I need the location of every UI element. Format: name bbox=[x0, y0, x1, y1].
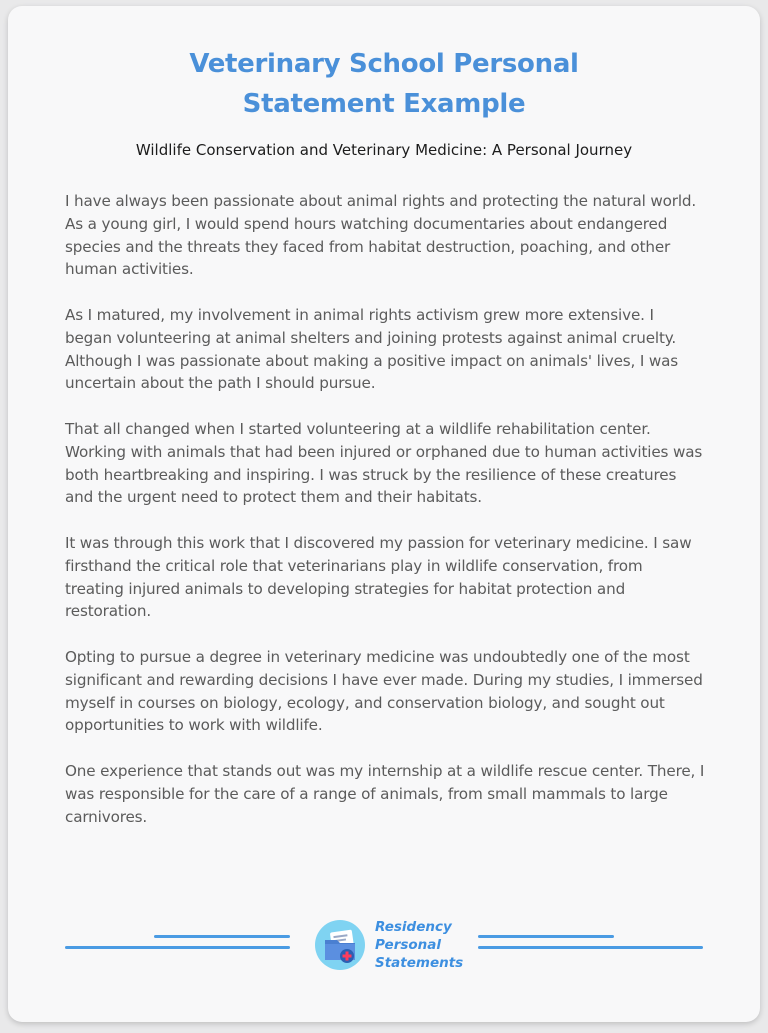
title-line-2: Statement Example bbox=[242, 89, 526, 119]
document-page bbox=[8, 6, 760, 1022]
footer-divider-right-long bbox=[478, 946, 703, 949]
footer-brand bbox=[8, 906, 760, 986]
paragraph-3: That all changed when I started volunteering at a wildlife rehabilitation center. Working with animals that had been injured or orphaned due to human activities was both heartbreaking and inspiring. I was struck by the resilience of these creatures and the urgent need to protect them and their habitats. bbox=[65, 419, 703, 507]
paragraph-4: It was through this work that I discovered my passion for veterinary medicine. I saw firsthand the critical role that veterinarians play in wildlife conservation, from treating injured animals to developing strategies for habitat protection and restoration. bbox=[65, 533, 692, 621]
paragraph-2: As I matured, my involvement in animal rights activism grew more extensive. I began volunteering at animal shelters and joining protests against animal cruelty. Although I was passionate about making a positive impact on animals' lives, I was uncertain about the path I should pursue. bbox=[65, 305, 679, 393]
paragraph-5: Opting to pursue a degree in veterinary medicine was undoubtedly one of the most significant and rewarding decisions I have ever made. During my studies, I immersed myself in courses on biology, ecology, and conservation biology, and sought out opportunities to work with wildlife. bbox=[65, 647, 703, 735]
brand-name bbox=[375, 918, 463, 972]
page-title bbox=[8, 44, 760, 124]
footer-divider-right-short bbox=[478, 935, 614, 938]
brand-line-1: Residency bbox=[375, 919, 452, 935]
brand-line-2: Personal bbox=[375, 937, 442, 953]
brand-line-3: Statements bbox=[375, 955, 464, 971]
footer-divider-left-short bbox=[154, 935, 290, 938]
paragraph-1: I have always been passionate about animal rights and protecting the natural world. As a young girl, I would spend hours watching documentaries about endangered species and the threats they faced from habitat destruction, poaching, and other human activities. bbox=[65, 192, 697, 279]
folder-medical-icon bbox=[315, 920, 365, 970]
page-subtitle: Wildlife Conservation and Veterinary Medicine: A Personal Journey bbox=[135, 141, 633, 159]
title-line-1: Veterinary School Personal bbox=[189, 49, 579, 79]
footer-divider-left-long bbox=[65, 946, 290, 949]
statement-body bbox=[65, 190, 705, 851]
paragraph-6: One experience that stands out was my internship at a wildlife rescue center. There, I was responsible for the care of a range of animals, from small mammals to large carnivores. bbox=[65, 761, 705, 826]
